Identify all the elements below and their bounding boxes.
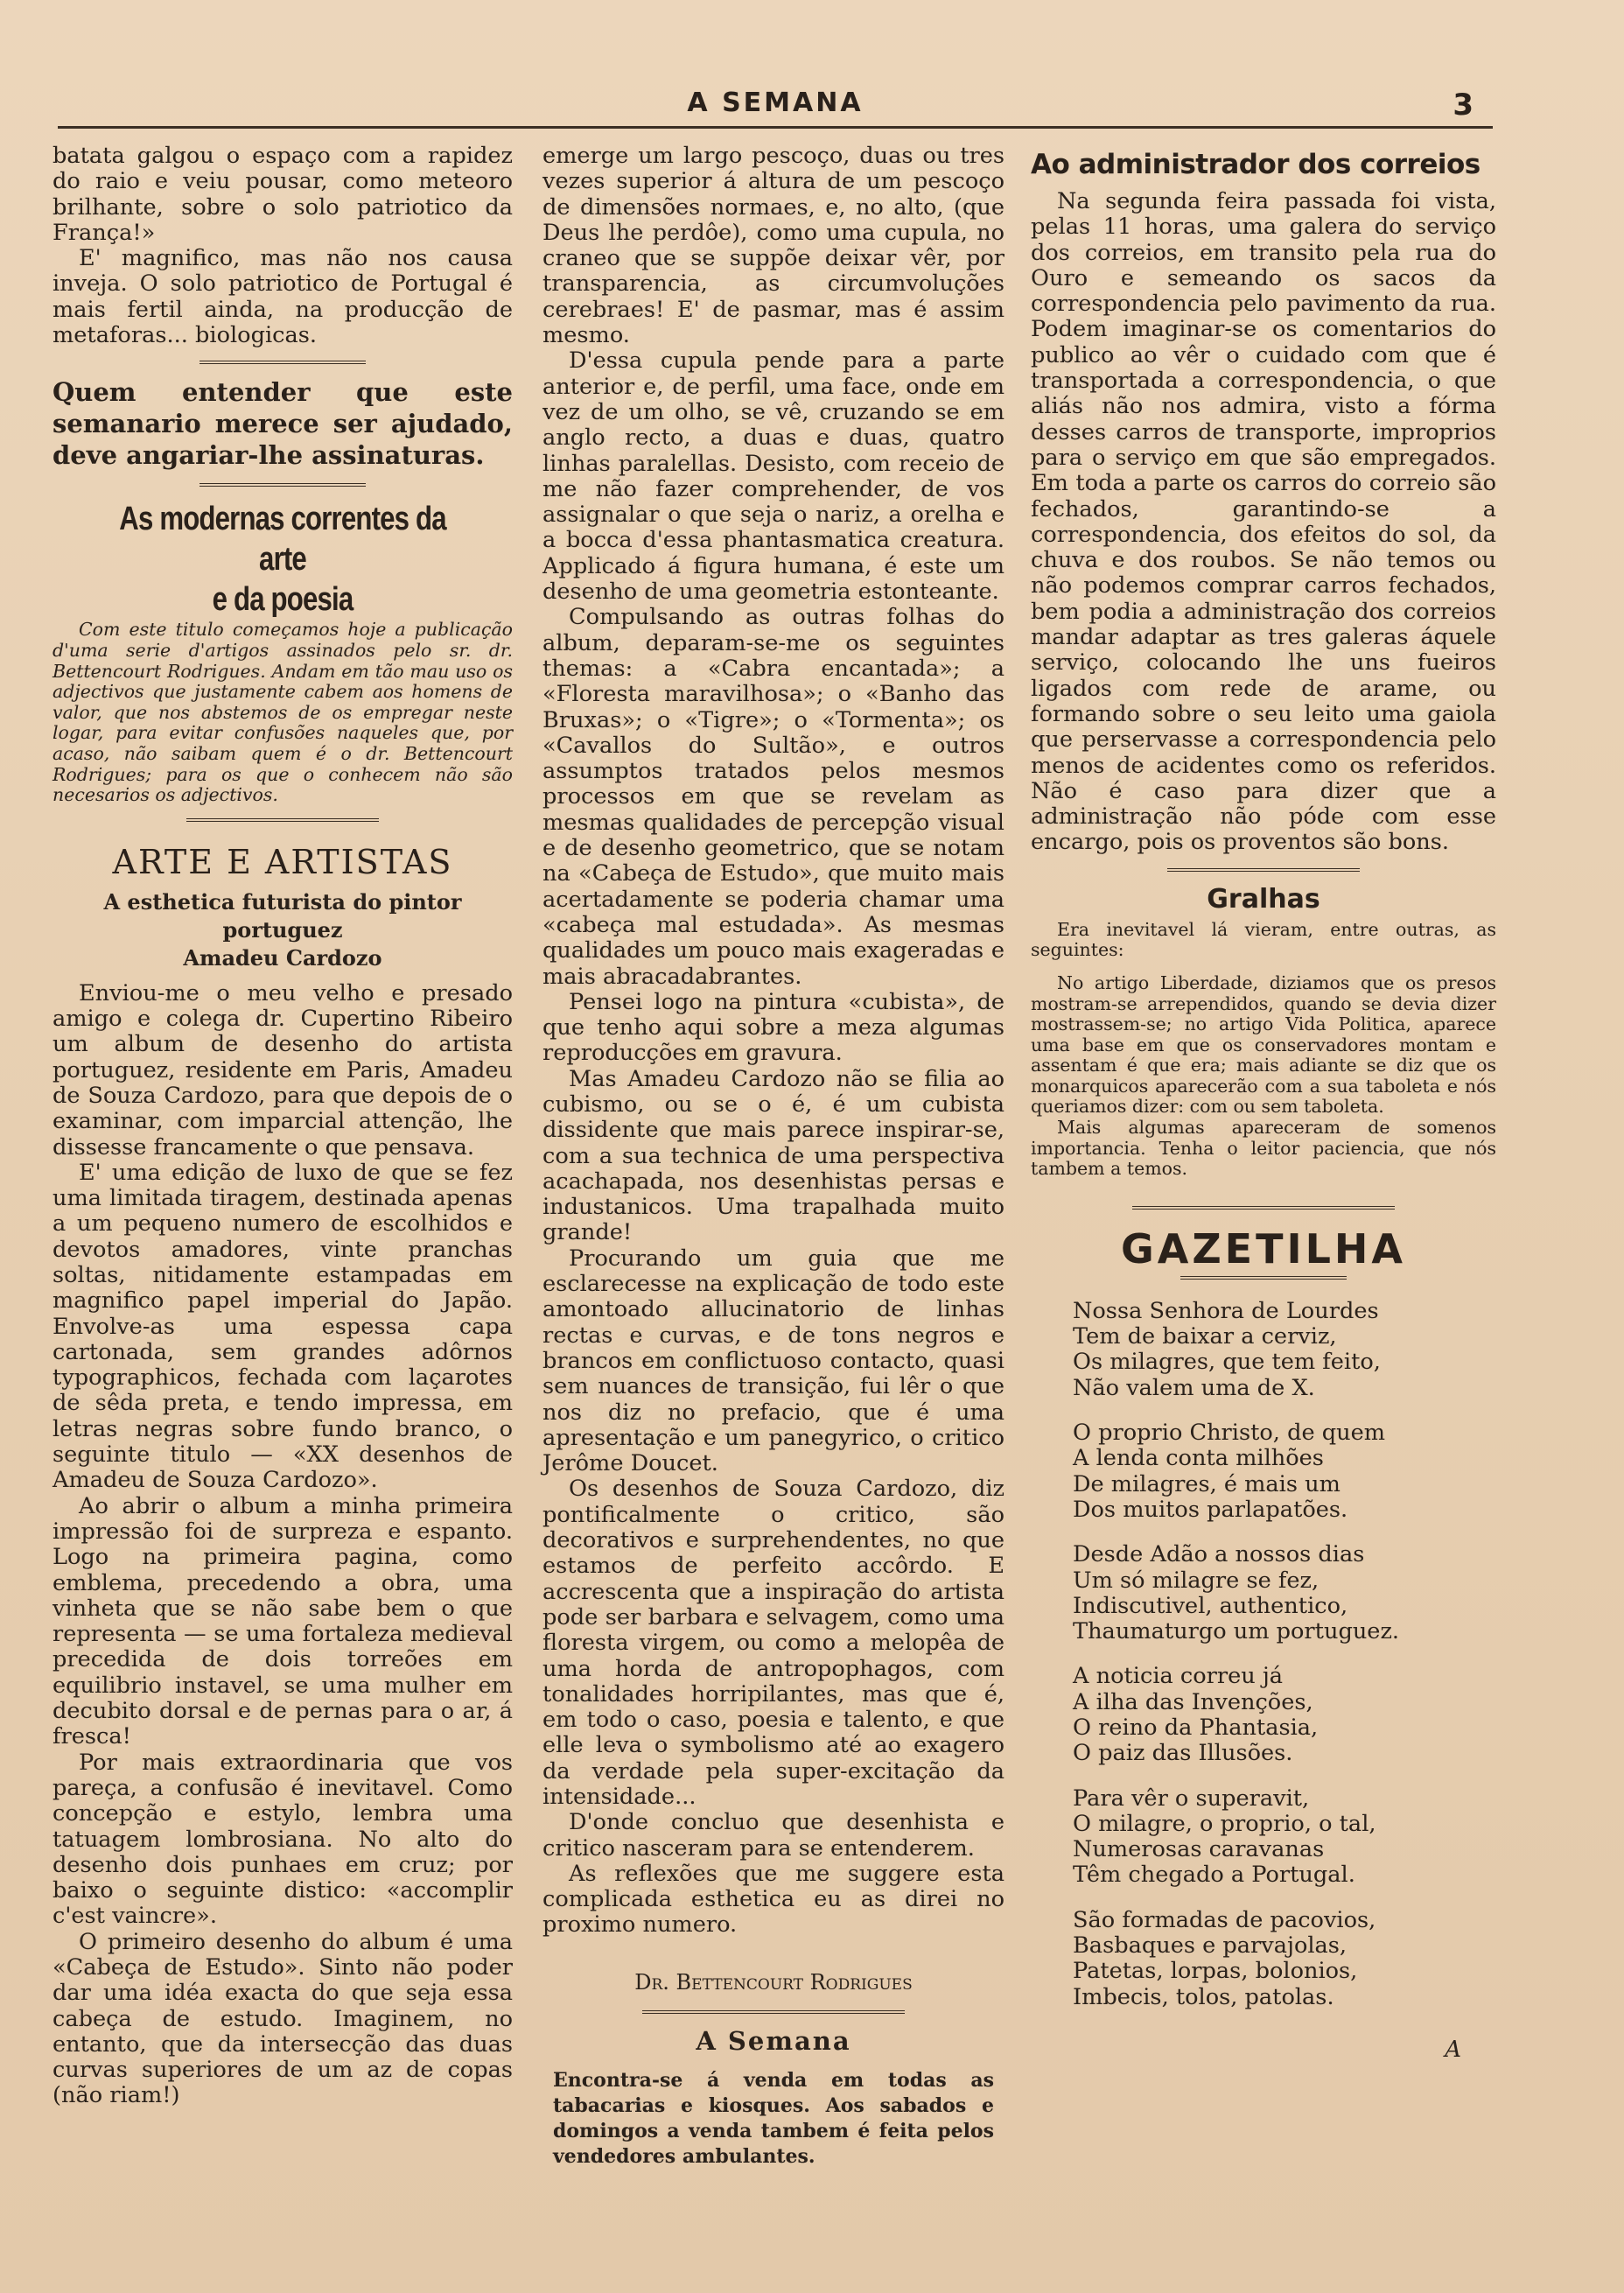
- gralhas-heading: Gralhas: [1207, 883, 1320, 915]
- poem-line: De milagres, é mais um: [1073, 1470, 1340, 1497]
- poem-line: O milagre, o proprio, o tal,: [1073, 1810, 1376, 1837]
- divider: [186, 818, 379, 822]
- article-paragraph: Por mais extraordinaria que vos pareça, a confusão é inevitavel. Como concepção e estylo, lembra uma tatuagem lombrosiana. No alto do desenho dois punhaes em cruz; por baixo o seguinte distico: «accomplir c'est vaincre».: [52, 1749, 513, 1930]
- article-paragraph: Mas Amadeu Cardozo não se filia ao cubismo, ou se o é, é um cubista dissidente que mais parece inspirar-se, com a sua technica de uma perspectiva acachapada, nos desenhistas persas e industanicos. Uma trapalhada muito grande!: [542, 1065, 1004, 1246]
- opening-paragraph: E' magnifico, mas não nos causa inveja. O solo patriotico de Portugal é mais fertil ainda, na producção de metaforas... biologicas.: [52, 245, 513, 349]
- divider: [642, 2010, 905, 2014]
- poem-stanza: [1073, 1786, 1496, 1889]
- poem-line: Imbecis, tolos, patolas.: [1073, 1983, 1334, 2010]
- poem-line: Não valem uma de X.: [1073, 1374, 1315, 1401]
- poem-line: Basbaques e parvajolas,: [1073, 1932, 1348, 1960]
- gazetilha-heading: GAZETILHA: [1120, 1224, 1407, 1273]
- poem-line: O proprio Christo, de quem: [1073, 1420, 1386, 1447]
- poem-line: Indiscutivel, authentico,: [1073, 1592, 1348, 1619]
- column-1: [52, 144, 513, 2109]
- gralhas-paragraph: Mais algumas apareceram de somenos importancia. Tenha o leitor paciencia, que nós tambem a temos.: [1031, 1117, 1496, 1180]
- poem-line: Desde Adão a nossos dias: [1073, 1541, 1365, 1568]
- poem-line: Tem de baixar a cerviz,: [1073, 1323, 1337, 1350]
- poem-line: Para vêr o superavit,: [1073, 1785, 1310, 1812]
- column-3: [1031, 144, 1496, 2063]
- gralhas-paragraph: No artigo Liberdade, diziamos que os presos mostram-se arrependidos, quando se devia dizer mostrassem-se; no artigo Vida Politica, aparece uma base em que os conservadores montam e assentam é que era; mais adiante se diz que os monarquicos aparecerão com a sua taboleta e nós queriamos dizer: com ou sem taboleta.: [1031, 971, 1496, 1118]
- poem-stanza: [1073, 1299, 1496, 1401]
- section-title: [94, 499, 471, 620]
- poem-line: Têm chegado a Portugal.: [1073, 1862, 1355, 1889]
- divider: [1167, 868, 1360, 872]
- poem-stanza: [1073, 1542, 1496, 1644]
- article-paragraph: Os desenhos de Souza Cardozo, diz pontificalmente o critico, são decorativos e surprehendentes, no que estamos de perfeito accôrdo. E accrescenta que a inspiração do artista pode ser barbara e selvagem, como uma floresta virgem, ou como a melopêa de uma horda de antropophagos, com tonalidades horripilantes, mas que é, em todo o caso, poesia e talento, e que elle leva o symbolismo até ao exagero da verdade pela super-excitação da intensidade...: [542, 1476, 1004, 1810]
- divider: [200, 483, 366, 487]
- article-paragraph: D'essa cupula pende para a parte anterior e, de perfil, uma face, onde em vez de um olho, se vê, cruzando se em anglo recto, a duas e duas, quatro linhas paralellas. Desisto, com receio de me não fazer comprehender, de vos assignalar o que seja o nariz, a orelha e a bocca d'essa phantasmatica creatura. Applicado á figura humana, é este um desenho de uma geometria estonteante.: [542, 347, 1004, 606]
- poem-line: Patetas, lorpas, bolonios,: [1073, 1958, 1358, 1985]
- arte-subheading: [52, 888, 513, 972]
- page-header: [58, 84, 1493, 129]
- page-number: 3: [1452, 88, 1474, 123]
- subheading-line: Amadeu Cardozo: [183, 944, 382, 971]
- subheading-line: A esthetica futurista do pintor portuguez: [103, 888, 462, 943]
- opening-paragraph: batata galgou o espaço com a rapidez do raio e veiu pousar, como meteoro brilhante, sobre o solo patriotico da França!»: [52, 143, 513, 246]
- gralhas-paragraph: Era inevitavel lá vieram, entre outras, as seguintes:: [1031, 918, 1496, 961]
- section-title-line: As modernas correntes da arte: [119, 501, 446, 579]
- poem-line: Os milagres, que tem feito,: [1073, 1349, 1381, 1376]
- author-signature: Dr. Bettencourt Rodrigues: [634, 1969, 913, 1995]
- poem-stanza: [1073, 1906, 1496, 2063]
- poem-line: Dos muitos parlapatões.: [1073, 1496, 1348, 1523]
- divider: [1132, 1206, 1395, 1210]
- poem-line: Nossa Senhora de Lourdes: [1073, 1297, 1379, 1324]
- poem-line: A lenda conta milhões: [1073, 1445, 1324, 1472]
- signoff-mark: A: [1445, 2036, 1461, 2063]
- column-2: [542, 144, 1004, 2170]
- poem-line: Thaumaturgo um portuguez.: [1073, 1618, 1400, 1645]
- poem: [1073, 1297, 1496, 2063]
- semana-heading: A Semana: [696, 2025, 851, 2056]
- article-paragraph: O primeiro desenho do album é uma «Cabeça de Estudo». Sinto não poder dar uma idéa exacta do que seja essa cabeça de estudo. Imaginem, no entanto, que da intersecção das duas curvas superiores de um az de copas (não riam!): [52, 1928, 513, 2109]
- article-paragraph: E' uma edição de luxo de que se fez uma limitada tiragem, destinada apenas a um pequeno numero de escolhidos e devotos amadores, vinte pranchas soltas, nitidamente estampadas em magnifico papel imperial do Japão. Envolve-as uma espessa capa cartonada, sem grandes adôrnos typographicos, fechada com laçarotes de sêda preta, e tendo impressa, em letras negras sobre fundo branco, o seguinte titulo — «XX desenhos de Amadeu de Souza Cardozo».: [52, 1159, 513, 1494]
- article-paragraph: Pensei logo na pintura «cubista», de que tenho aqui sobre a meza algumas reproducções em gravura.: [542, 988, 1004, 1067]
- article-paragraph: Compulsando as outras folhas do album, deparam-se-me os seguintes themas: a «Cabra encantada»; a «Floresta maravilhosa»; o «Banho das Bruxas»; o «Tigre»; o «Tormenta»; os «Cavallos do Sultão», e outros assumptos tratados pelos mesmos processos em que se revelam as mesmas qualidades de percepção visual e de desenho geometrico, que se notam na «Cabeça de Estudo», que muito mais acertadamente se poderia chamar uma «cabeça mal estudada». As mesmas qualidades um pouco mais exageradas e mais abracadabrantes.: [542, 604, 1004, 990]
- divider: [200, 361, 366, 364]
- correios-body: Na segunda feira passada foi vista, pelas 11 horas, uma galera do serviço dos correios, em transito pela rua do Ouro e semeando os sacos da correspondencia pelo pavimento da rua. Podem imaginar-se os comentarios do publico ao vêr o cuidado com que é transportada a correspondencia, o que aliás não nos admira, visto a fórma desses carros de transporte, improprios para o serviço em que são empregados. Em toda a parte os carros do correio são fechados, garantindo-se a correspondencia, dos efeitos do sol, da chuva e dos roubos. Se não temos ou não podemos comprar carros fechados, bem podia a administração dos correios mandar adaptar as tres galeras áquele serviço, colocando lhe uns fueiros ligados com rede de arame, ou formando sobre o seu leito uma gaiola que perservasse a correspondencia pelo menos de acidentes como os referidos. Não é caso para dizer que a administração não póde com esse encargo, pois os proventos são bons.: [1031, 188, 1496, 856]
- poem-line: O paiz das Illusões.: [1073, 1740, 1293, 1767]
- divider: [1180, 1276, 1347, 1280]
- subscription-notice: Quem entender que este semanario merece ser ajudado, deve angariar-lhe assinaturas.: [52, 377, 513, 471]
- poem-stanza: [1073, 1420, 1496, 1523]
- sales-notice: Encontra-se á venda em todas as tabacarias e kiosques. Aos sabados e domingos a venda tambem é feita pelos vendedores ambulantes.: [553, 2068, 994, 2168]
- arte-heading: ARTE E ARTISTAS: [112, 842, 453, 881]
- poem-stanza: [1073, 1664, 1496, 1766]
- article-paragraph: D'onde concluo que desenhista e critico nasceram para se entenderem.: [542, 1809, 1004, 1862]
- correios-heading: Ao administrador dos correios: [1031, 149, 1480, 180]
- section-intro: Com este titulo começamos hoje a publicação d'uma serie d'artigos assinados pelo sr. dr. Bettencourt Rodrigues. Andam em tão mau uso os adjectivos que justamente cabem aos homens de valor, que nos abstemos de os empregar neste logar, para evitar confusões naqueles que, por acaso, não saibam quem é o dr. Bettencourt Rodrigues; para os que o conhecem não são necesarios os adjectivos.: [52, 619, 513, 806]
- poem-line: A ilha das Invenções,: [1073, 1688, 1313, 1715]
- article-paragraph: As reflexões que me suggere esta complicada esthetica eu as direi no proximo numero.: [542, 1860, 1004, 1939]
- newspaper-title: A SEMANA: [687, 88, 864, 118]
- section-title-line: e da poesia: [212, 581, 354, 619]
- article-paragraph: emerge um largo pescoço, duas ou tres vezes superior á altura de um pescoço de dimensões normaes, e, no alto, (que Deus lhe perdôe), como uma cupula, no craneo que se suppõe deixar vêr, por transparencia, as circumvoluções cerebraes! E' de pasmar, mas é assim mesmo.: [542, 143, 1004, 349]
- poem-line: Um só milagre se fez,: [1073, 1567, 1320, 1594]
- poem-line: São formadas de pacovios,: [1073, 1906, 1376, 1933]
- article-paragraph: Enviou-me o meu velho e presado amigo e colega dr. Cupertino Ribeiro um album de desenho do artista portuguez, residente em Paris, Amadeu de Souza Cardozo, para que depois de o examinar, com imparcial attenção, lhe dissesse francamente o que pensava.: [52, 979, 513, 1161]
- poem-line: Numerosas caravanas: [1073, 1836, 1325, 1863]
- article-paragraph: Ao abrir o album a minha primeira impressão foi de surpreza e espanto. Logo na primeira pagina, como emblema, precedendo a obra, uma vinheta que se não sabe bem o que representa — se uma fortaleza medieval precedida de dois torreões em equilibrio instavel, se uma mulher em decubito dorsal e de pernas para o ar, á fresca!: [52, 1492, 513, 1750]
- poem-line: A noticia correu já: [1073, 1663, 1284, 1690]
- poem-line: O reino da Phantasia,: [1073, 1714, 1319, 1741]
- article-paragraph: Procurando um guia que me esclarecesse na explicação de todo este amontoado allucinatorio de linhas rectas e curvas, e de tons negros e brancos em conflictuoso contacto, quasi sem nuances de transição, fui lêr o que nos diz no prefacio, que é uma apresentação e um panegyrico, o critico Jerôme Doucet.: [542, 1245, 1004, 1477]
